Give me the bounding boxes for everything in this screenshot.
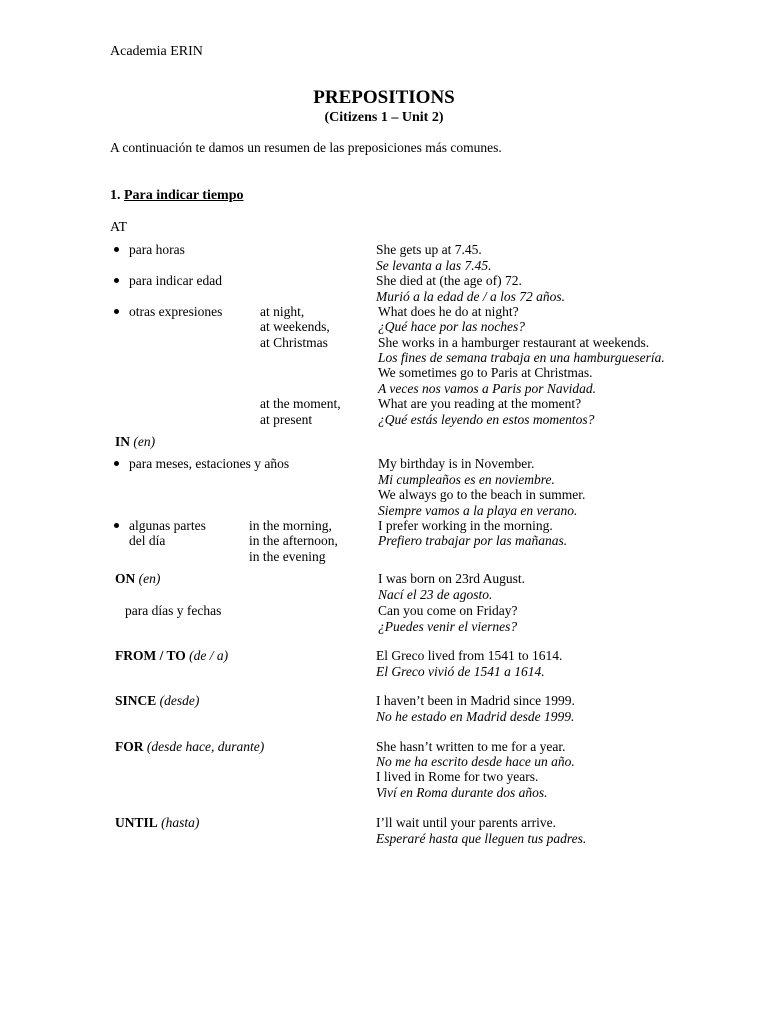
at-other-example: What are you reading at the moment? — [378, 396, 582, 411]
at-age-label: para indicar edad — [129, 273, 222, 288]
bullet-icon — [114, 309, 119, 314]
on-example: I was born on 23rd August. — [378, 571, 525, 586]
at-age-example: She died at (the age of) 72. — [376, 273, 522, 288]
bullet-icon — [114, 278, 119, 283]
in-expression: in the afternoon, — [249, 533, 338, 548]
at-other-translation: ¿Qué hace por las noches? — [378, 319, 525, 334]
for-keyword: FOR — [115, 739, 144, 754]
on-keyword: ON — [115, 571, 136, 586]
in-day-label: del día — [129, 533, 166, 548]
at-expression: at present — [260, 412, 313, 427]
at-age-translation: Murió a la edad de / a los 72 años. — [376, 289, 565, 304]
since-translation: (desde) — [159, 693, 200, 708]
bullet-icon — [114, 461, 119, 466]
page-subtitle: (Citizens 1 – Unit 2) — [324, 110, 444, 125]
in-months-example: We always go to the beach in summer. — [378, 487, 586, 502]
in-keyword: IN — [115, 434, 131, 449]
at-hours-translation: Se levanta a las 7.45. — [376, 258, 492, 273]
fromto-keyword: FROM / TO — [115, 648, 186, 663]
section-number: 1. — [110, 188, 121, 203]
until-heading — [115, 815, 199, 830]
until-example: I’ll wait until your parents arrive. — [376, 815, 556, 830]
page-title: PREPOSITIONS — [313, 87, 455, 108]
bullet-icon — [114, 247, 119, 252]
at-expression: at night, — [260, 304, 305, 319]
for-translation-example: Viví en Roma durante dos años. — [376, 785, 548, 800]
section-title: Para indicar tiempo — [124, 188, 244, 203]
on-translation: (en) — [138, 571, 161, 586]
for-translation-example: No me ha escrito desde hace un año. — [376, 754, 575, 769]
on-heading — [115, 571, 160, 586]
on-translation-example: ¿Puedes venir el viernes? — [378, 619, 518, 634]
at-other-example: She works in a hamburger restaurant at weekends. — [378, 335, 650, 350]
at-other-translation: A veces nos vamos a Paris por Navidad. — [378, 381, 596, 396]
fromto-translation-example: El Greco vivió de 1541 a 1614. — [376, 664, 545, 679]
in-heading — [115, 434, 155, 449]
at-expression: at Christmas — [260, 335, 328, 350]
intro-text: A continuación te damos un resumen de las preposiciones más comunes. — [110, 140, 502, 155]
fromto-translation: (de / a) — [189, 648, 229, 663]
since-example: I haven’t been in Madrid since 1999. — [376, 693, 575, 708]
at-hours-example: She gets up at 7.45. — [376, 242, 482, 257]
on-translation-example: Nací el 23 de agosto. — [378, 587, 493, 602]
in-day-translation: Prefiero trabajar por las mañanas. — [378, 533, 568, 548]
fromto-example: El Greco lived from 1541 to 1614. — [376, 648, 563, 663]
at-hours-label: para horas — [129, 242, 185, 257]
for-example: I lived in Rome for two years. — [376, 769, 539, 784]
in-months-label: para meses, estaciones y años — [129, 456, 290, 471]
at-expression: at the moment, — [260, 396, 341, 411]
bullet-icon — [114, 523, 119, 528]
at-other-example: What does he do at night? — [378, 304, 519, 319]
in-translation: (en) — [133, 434, 156, 449]
for-example: She hasn’t written to me for a year. — [376, 739, 566, 754]
in-day-label: algunas partes — [129, 518, 206, 533]
in-day-example: I prefer working in the morning. — [378, 518, 553, 533]
section-heading — [110, 188, 244, 203]
at-heading: AT — [110, 220, 128, 235]
in-months-translation: Siempre vamos a la playa en verano. — [378, 503, 578, 518]
until-translation-example: Esperaré hasta que lleguen tus padres. — [376, 831, 587, 846]
on-example: Can you come on Friday? — [378, 603, 518, 618]
since-heading — [115, 693, 199, 708]
until-keyword: UNTIL — [115, 815, 158, 830]
at-other-example: We sometimes go to Paris at Christmas. — [378, 365, 593, 380]
for-translation: (desde hace, durante) — [146, 739, 265, 754]
in-expression: in the evening — [249, 549, 326, 564]
at-expression: at weekends, — [260, 319, 330, 334]
fromto-heading — [115, 648, 228, 663]
in-months-translation: Mi cumpleaños es en noviembre. — [378, 472, 555, 487]
since-translation-example: No he estado en Madrid desde 1999. — [376, 709, 575, 724]
document-header: Academia ERIN — [110, 44, 203, 59]
at-other-label: otras expresiones — [129, 304, 223, 319]
in-months-example: My birthday is in November. — [378, 456, 535, 471]
at-other-translation: ¿Qué estás leyendo en estos momentos? — [378, 412, 595, 427]
until-translation: (hasta) — [161, 815, 200, 830]
at-other-translation: Los fines de semana trabaja en una hamburguesería. — [378, 350, 665, 365]
on-label: para días y fechas — [125, 603, 222, 618]
for-heading — [115, 739, 264, 754]
in-expression: in the morning, — [249, 518, 332, 533]
since-keyword: SINCE — [115, 693, 157, 708]
